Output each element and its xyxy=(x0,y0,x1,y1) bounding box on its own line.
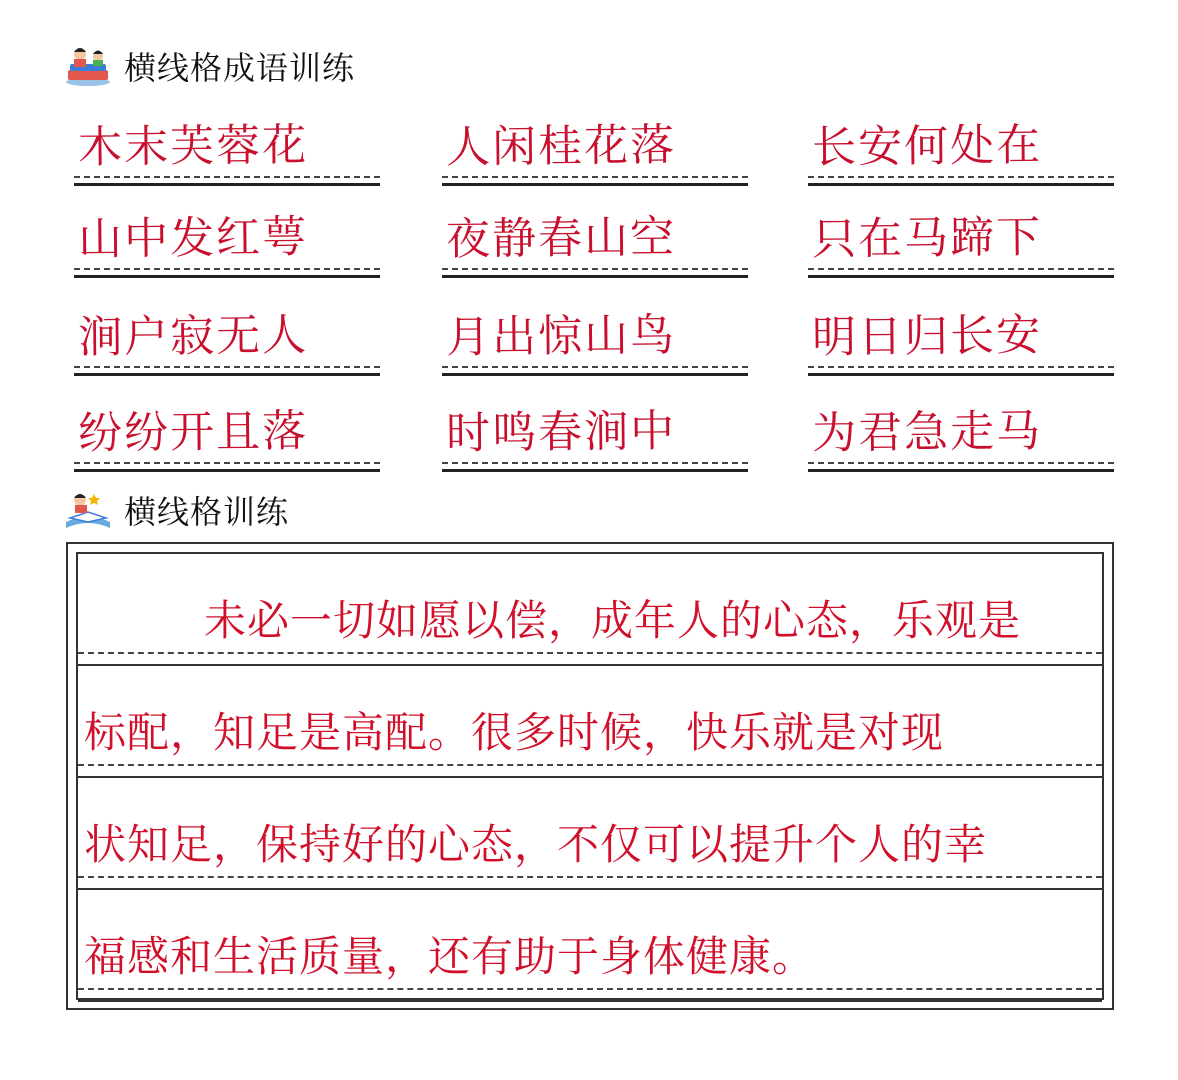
practice-line xyxy=(78,890,1102,1002)
phrase-text: 明日归长安 xyxy=(811,309,1043,364)
phrase-text: 人闲桂花落 xyxy=(445,119,677,174)
practice-line-text: 福感和生活质量，还有助于身体健康。 xyxy=(84,932,816,981)
phrase-cell xyxy=(74,198,380,278)
practice-inner-border xyxy=(76,552,1104,1000)
phrase-text: 涧户寂无人 xyxy=(77,309,309,364)
practice-line xyxy=(78,778,1102,890)
child-reading-book-icon xyxy=(62,488,114,532)
phrase-cell xyxy=(74,296,380,376)
idiom-grid xyxy=(0,0,1178,480)
phrase-text: 纷纷开且落 xyxy=(77,405,309,460)
phrase-text: 月出惊山鸟 xyxy=(445,309,677,364)
section-header-practice xyxy=(62,488,289,532)
phrase-text: 木末芙蓉花 xyxy=(77,119,309,174)
phrase-cell xyxy=(442,198,748,278)
phrase-cell xyxy=(74,106,380,186)
practice-line-text: 标配，知足是高配。很多时候，快乐就是对现 xyxy=(84,708,945,757)
practice-frame xyxy=(66,542,1114,1010)
practice-line-text: 状知足，保持好的心态，不仅可以提升个人的幸 xyxy=(84,820,988,869)
phrase-text: 时鸣春涧中 xyxy=(445,405,677,460)
phrase-cell xyxy=(442,106,748,186)
section-title-idiom: 横线格成语训练 xyxy=(124,49,356,87)
phrase-cell xyxy=(808,106,1114,186)
phrase-cell xyxy=(74,392,380,472)
phrase-text: 夜静春山空 xyxy=(445,211,677,266)
phrase-text: 长安何处在 xyxy=(811,119,1043,174)
phrase-text: 山中发红萼 xyxy=(77,211,309,266)
practice-line-text: 未必一切如愿以偿，成年人的心态，乐观是 xyxy=(204,596,1022,645)
phrase-cell xyxy=(808,198,1114,278)
phrase-text: 为君急走马 xyxy=(811,405,1043,460)
practice-line xyxy=(78,666,1102,778)
phrase-cell xyxy=(442,392,748,472)
phrase-cell xyxy=(808,296,1114,376)
section-title-practice: 横线格训练 xyxy=(124,493,290,531)
phrase-cell xyxy=(808,392,1114,472)
phrase-cell xyxy=(442,296,748,376)
phrase-text: 只在马蹄下 xyxy=(811,211,1043,266)
practice-line xyxy=(78,554,1102,666)
